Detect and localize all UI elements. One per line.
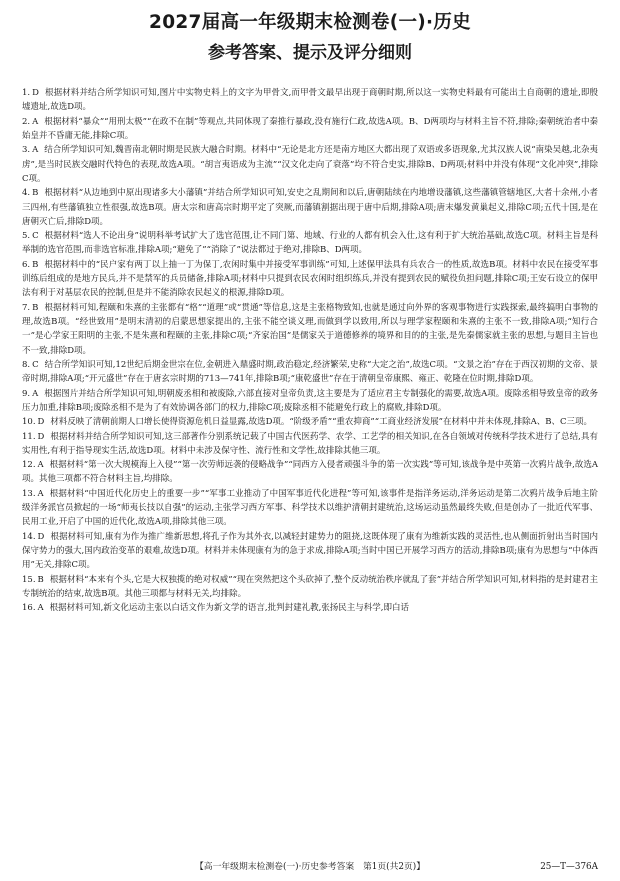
answer-explanation: 根据材料可知,程颐和朱熹的主张都有“格”“道理”或“贯通”等信息,这是主张格物致知,也就是通过向外界的客观事物进行实践探索,最终搞明白事物的理,故选B项。“经世致用”是明末清初的启蒙思想家提出的,主张不能空谈义理,而做到学以致用,所以与理学家程颐和朱熹的主张不一致,排除A项;“知行合一”是心学家王阳明的主张,不是朱熹和程颐的主张,排除C项;“齐家治国”是儒家关于道德修养的境界和目的的主张,是先秦儒家就主张的思想,与题目主旨也不一致,排除D项。	[22, 302, 598, 356]
answer-choice: A	[37, 460, 44, 471]
answer-item	[22, 530, 598, 573]
question-number: 6.	[22, 259, 31, 270]
answer-item	[22, 430, 598, 459]
answer-explanation: 根据材料可知,新文化运动主张以白话文作为新文学的语言,批判封建礼教,张扬民主与科学,即白话	[49, 603, 409, 614]
answer-explanation: 结合所学知识可知,12世纪后期金世宗在位,金朝进入鼎盛时期,政治稳定,经济繁荣,史称“大定之治”,故选C项。“文景之治”存在于西汉初期的文帝、景帝时期,排除A项;“开元盛世”存在于唐玄宗时期的713—741年,排除B项;“康乾盛世”存在于清朝皇帝康熙、雍正、乾隆在位时期,排除D项。	[22, 359, 598, 385]
header	[0, 10, 620, 65]
answer-explanation: 根据材料可知,康有为作为推广维新思想,将孔子作为其外衣,以减轻封建势力的阻挠,这既体现了康有为维新实践的灵活性,也从侧面折射出当时国内保守势力的强大,国内政治变革的艰难,故选D项。材料并未体现康有为的急于求成,排除A项;当时中国已开展学习西方的活动,排除B项;康有为思想与“中体西用”无关,排除C项。	[22, 531, 598, 571]
answer-choice: A	[32, 388, 39, 399]
answer-explanation: 根据材料并结合所学知识可知,图片中实物史料上的文字为甲骨文,而甲骨文最早出现于商朝时期,所以这一实物史料最有可能出土自商朝的遗址,即殷墟遗址,故选D项。	[22, 88, 598, 113]
answer-choice: C	[32, 231, 39, 242]
answer-item	[22, 387, 598, 416]
answer-item	[22, 487, 598, 530]
footer-text: 【高一年级期末检测卷(一)·历史参考答案 第1页(共2页)】	[194, 862, 426, 872]
answer-choice: D	[37, 417, 45, 428]
answer-explanation: 根据材料“选人不论出身”说明科举考试扩大了选官范围,让不同门第、地域、行业的人都有机会入仕,这有利于扩大统治基础,故选C项。材料主旨是科举制的选官范围,而非选官标准,排除A项;“避免了”“消除了”说法都过于绝对,排除B、D两项。	[22, 231, 598, 256]
answer-choice: D	[37, 531, 45, 542]
answer-explanation: 根据材料中的“民户家有两丁以上抽一丁为保丁,农闲时集中并接受军事训练”可知,上述保甲法具有兵农合一的性质,故选B项。材料中农民在接受军事训练后组成的是地方民兵,并不是禁军的兵员储备,排除A项;材料中只提到农民农闲时组织练兵,并没有提到农民的赋役负担问题,排除C项;王安石设立的保甲法有利于对基层农民的控制,但是并不能消除农民起义的根源,排除D项。	[22, 259, 598, 299]
answer-item	[22, 458, 598, 487]
answer-explanation: 根据图片并结合所学知识可知,明朝废丞相和被废除,六部直接对皇帝负责,这主要是为了适应君主专制强化的需要,故选A项。废除丞相导致皇帝的政务压力加重,排除B项;废除丞相不是为了有效协调各部门的权力,排除C项;废除丞相不能避免行政上的腐败,排除D项。	[22, 388, 598, 413]
answer-item	[22, 601, 598, 615]
answer-item	[22, 573, 598, 602]
answer-explanation: 根据材料“中国近代化历史上的重要一步”“军事工业推动了中国军事近代化进程”等可知,该事件是指洋务运动,洋务运动是第二次鸦片战争后地主阶级洋务派官员掀起的一场“师夷长技以自强”的运动,主张学习西方军事、科学技术以维护清朝封建统治,这场运动虽然最终失败,但是创办了一批近代军事、民用工业,开启了中国的近代化,故选A项,排除其他三项。	[22, 488, 598, 528]
question-number: 2.	[22, 116, 31, 127]
answer-explanation: 根据材料“从边地到中原出现诸多大小藩镇”并结合所学知识可知,安史之乱期间和以后,唐朝陆续在内地增设藩镇,这些藩镇管辖地区,大者十余州,小者三四州,有些藩镇独立性很强,故选B项。唐太宗和唐高宗时期平定了突厥,而藩镇割据出现于唐中后期,排除A项;唐末爆发黄巢起义,排除C项;五代十国,是在唐朝灭亡后,排除D项。	[22, 188, 598, 227]
answer-item	[22, 86, 598, 115]
question-number: 10.	[22, 417, 36, 428]
answer-list	[22, 86, 598, 616]
answer-choice: B	[32, 259, 39, 270]
answer-choice: B	[37, 574, 44, 585]
answer-item	[22, 358, 598, 387]
question-number: 8.	[22, 359, 31, 370]
question-number: 12.	[22, 460, 36, 471]
answer-choice: A	[32, 116, 39, 127]
answer-choice: D	[37, 431, 45, 442]
answer-explanation: 根据材料“第一次大规模海上入侵”“第一次劳师远袭的侵略战争”“同西方入侵者顽强斗争的第一次实践”等可知,该战争是中英第一次鸦片战争,故选A项。其他三项都不符合材料主旨,均排除。	[22, 460, 598, 485]
answer-item	[22, 115, 598, 144]
question-number: 4.	[22, 188, 31, 199]
answer-item	[22, 258, 598, 301]
answer-choice: A	[32, 145, 39, 156]
footer-code: 25—T—376A	[540, 862, 598, 872]
answer-explanation: 根据材料并结合所学知识可知,这三部著作分别系统记载了中国古代医药学、农学、工艺学的相关知识,在各自领域对传统科学技术进行了总结,具有实用性,有利于指导现实生活,故选D项。材料中未涉及保守性、流行性和文学性,故排除其他三项。	[22, 431, 598, 456]
answer-choice: B	[32, 302, 39, 313]
question-number: 14.	[22, 531, 36, 542]
answer-item	[22, 229, 598, 258]
question-number: 5.	[22, 231, 31, 242]
answer-choice: D	[32, 88, 39, 98]
question-number: 11.	[22, 431, 36, 442]
answer-explanation: 结合所学知识可知,魏晋南北朝时期是民族大融合时期。材料中“无论是北方还是南方地区大都出现了双语或多语现象,尤其汉族人说“南染吴越,北杂夷虏”,是当时民族交融时代特色的表现,故选A项。“胡言夷语成为主流”“汉文化走向了衰落”均不符合史实,排除B、D两项;材料中并没有体现“文化冲突”,排除C项。	[22, 145, 598, 184]
question-number: 16.	[22, 603, 36, 614]
answer-choice: C	[32, 359, 39, 370]
answer-explanation: 材料反映了清朝前期人口增长使得资源危机日益显露,故选D项。“阶级矛盾”“重农抑商”“工商业经济发展”在材料中并未体现,排除A、B、C三项。	[50, 417, 593, 428]
page-title: 2027届高一年级期末检测卷(一)·历史	[149, 12, 471, 33]
answer-choice: A	[37, 603, 44, 614]
question-number: 15.	[22, 574, 36, 585]
question-number: 9.	[22, 388, 31, 399]
answer-choice: A	[37, 488, 44, 499]
answer-item	[22, 186, 598, 229]
answer-choice: B	[32, 188, 39, 199]
question-number: 3.	[22, 145, 31, 156]
question-number: 1.	[22, 88, 31, 98]
answer-explanation: 根据材料“本来有个头,它是大权独揽的绝对权威”“现在突然把这个头砍掉了,整个反动统治秩序就乱了套”并结合所学知识可知,材料指的是封建君主专制统治的结束,故选B项。其他三项都与材料无关,均排除。	[22, 574, 598, 599]
question-number: 13.	[22, 488, 36, 499]
answer-item	[22, 415, 598, 429]
page-subtitle: 参考答案、提示及评分细则	[208, 43, 412, 63]
answer-item	[22, 301, 598, 358]
question-number: 7.	[22, 302, 31, 313]
footer	[0, 860, 620, 874]
answer-explanation: 根据材料“暴众”“用刑太极”“在政不在制”等观点,共同体现了秦推行暴政,没有施行仁政,故选A项。B、D两项均与材料主旨不符,排除;秦朝统治者中秦始皇并不昏庸无能,排除C项。	[22, 116, 598, 141]
answer-item	[22, 143, 598, 186]
